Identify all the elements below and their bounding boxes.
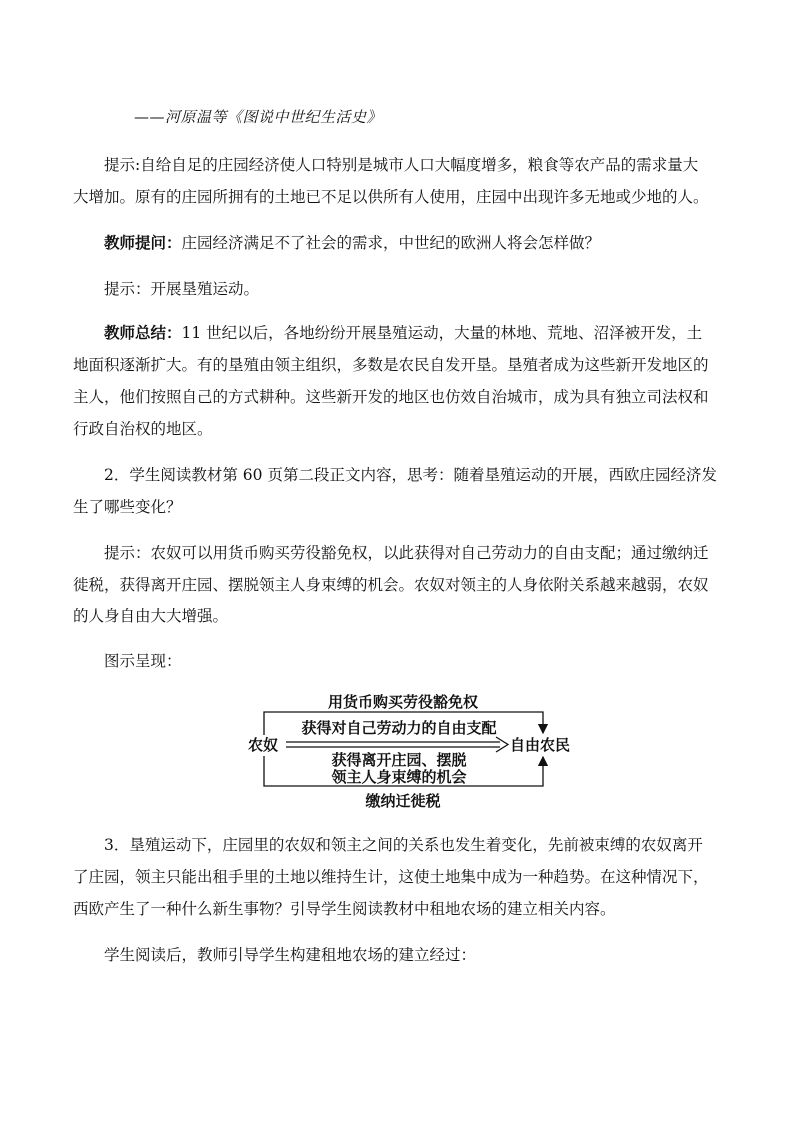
- paragraph-line: 西欧产生了一种什么新生事物？引导学生阅读教材中租地农场的建立相关内容。: [73, 900, 616, 918]
- paragraph-line: 的人身自由大大增强。: [73, 607, 229, 625]
- question-2: 2．学生阅读教材第 60 页第二段正文内容，思考：随着垦殖运动的开展，西欧庄园经济发: [104, 466, 717, 484]
- right-node: 自由农民: [510, 736, 571, 754]
- teacher-summary-label: 教师总结：: [104, 323, 182, 342]
- diagram-intro: 图示呈现：: [104, 652, 182, 670]
- double-arrow-head: [496, 737, 508, 752]
- bottom-label: 缴纳迁徙税: [365, 792, 441, 810]
- paragraph-hint-2: [104, 279, 259, 299]
- top-arrow-path: [264, 712, 543, 735]
- hint-label: 提示：: [104, 544, 151, 562]
- lower-arrow-label-1: 获得离开庄园、摆脱: [331, 751, 467, 769]
- paragraph-line: 行政自治权的地区。: [73, 420, 213, 438]
- hint-text: 开展垦殖运动。: [150, 280, 260, 298]
- hint-label: 提示:: [104, 156, 141, 174]
- bottom-arrow-path: [264, 756, 543, 786]
- paragraph-line: 徙税，获得离开庄园、摆脱领主人身束缚的机会。农奴对领主的人身依附关系越来越弱，农奴: [73, 576, 709, 594]
- citation: ——河原温等《图说中世纪生活史》: [134, 108, 383, 126]
- teacher-summary: [104, 323, 702, 343]
- paragraph-line: 大增加。原有的庄园所拥有的土地已不足以供所有人使用，庄园中出现许多无地或少地的人。: [73, 188, 709, 206]
- teacher-question-text: 庄园经济满足不了社会的需求，中世纪的欧洲人将会怎样做？: [181, 234, 601, 252]
- hint-text: 农奴可以用货币购买劳役豁免权，以此获得对自己劳动力的自由支配；通过缴纳迁: [150, 544, 709, 562]
- teacher-summary-text: 11 世纪以后，各地纷纷开展垦殖运动，大量的林地、荒地、沼泽被开发，土: [181, 324, 703, 342]
- question-3: 3．垦殖运动下，庄园里的农奴和领主之间的关系也发生着变化，先前被束缚的农奴离开: [104, 836, 703, 854]
- hint-label: 提示：: [104, 280, 151, 298]
- paragraph-hint-1: [104, 155, 698, 175]
- paragraph-line: 地面积逐渐扩大。有的垦殖由领主组织，多数是农民自发开垦。垦殖者成为这些新开发地区的: [73, 356, 709, 374]
- paragraph-line: 了庄园，领主只能出租手里的土地以维持生计，这使土地集中成为一种趋势。在这种情况下，: [73, 868, 709, 886]
- paragraph-line: 生了哪些变化？: [73, 498, 182, 516]
- paragraph-hint-3: [104, 543, 709, 563]
- lower-arrow-label-2: 领主人身束缚的机会: [331, 768, 467, 786]
- paragraph-line: 主人，他们按照自己的方式耕种。这些新开发的地区也仿效自治城市，成为具有独立司法权和: [73, 388, 709, 406]
- teacher-question: [104, 233, 600, 253]
- left-node: 农奴: [248, 736, 279, 754]
- top-label: 用货币购买劳役豁免权: [327, 693, 479, 711]
- teacher-question-label: 教师提问：: [104, 233, 182, 252]
- upper-arrow-label: 获得对自己劳动力的自由支配: [301, 719, 497, 737]
- closing-instruction: 学生阅读后，教师引导学生构建租地农场的建立经过：: [104, 946, 477, 964]
- hint-text: 自给自足的庄园经济使人口特别是城市人口大幅度增多，粮食等农产品的需求量大: [140, 156, 699, 174]
